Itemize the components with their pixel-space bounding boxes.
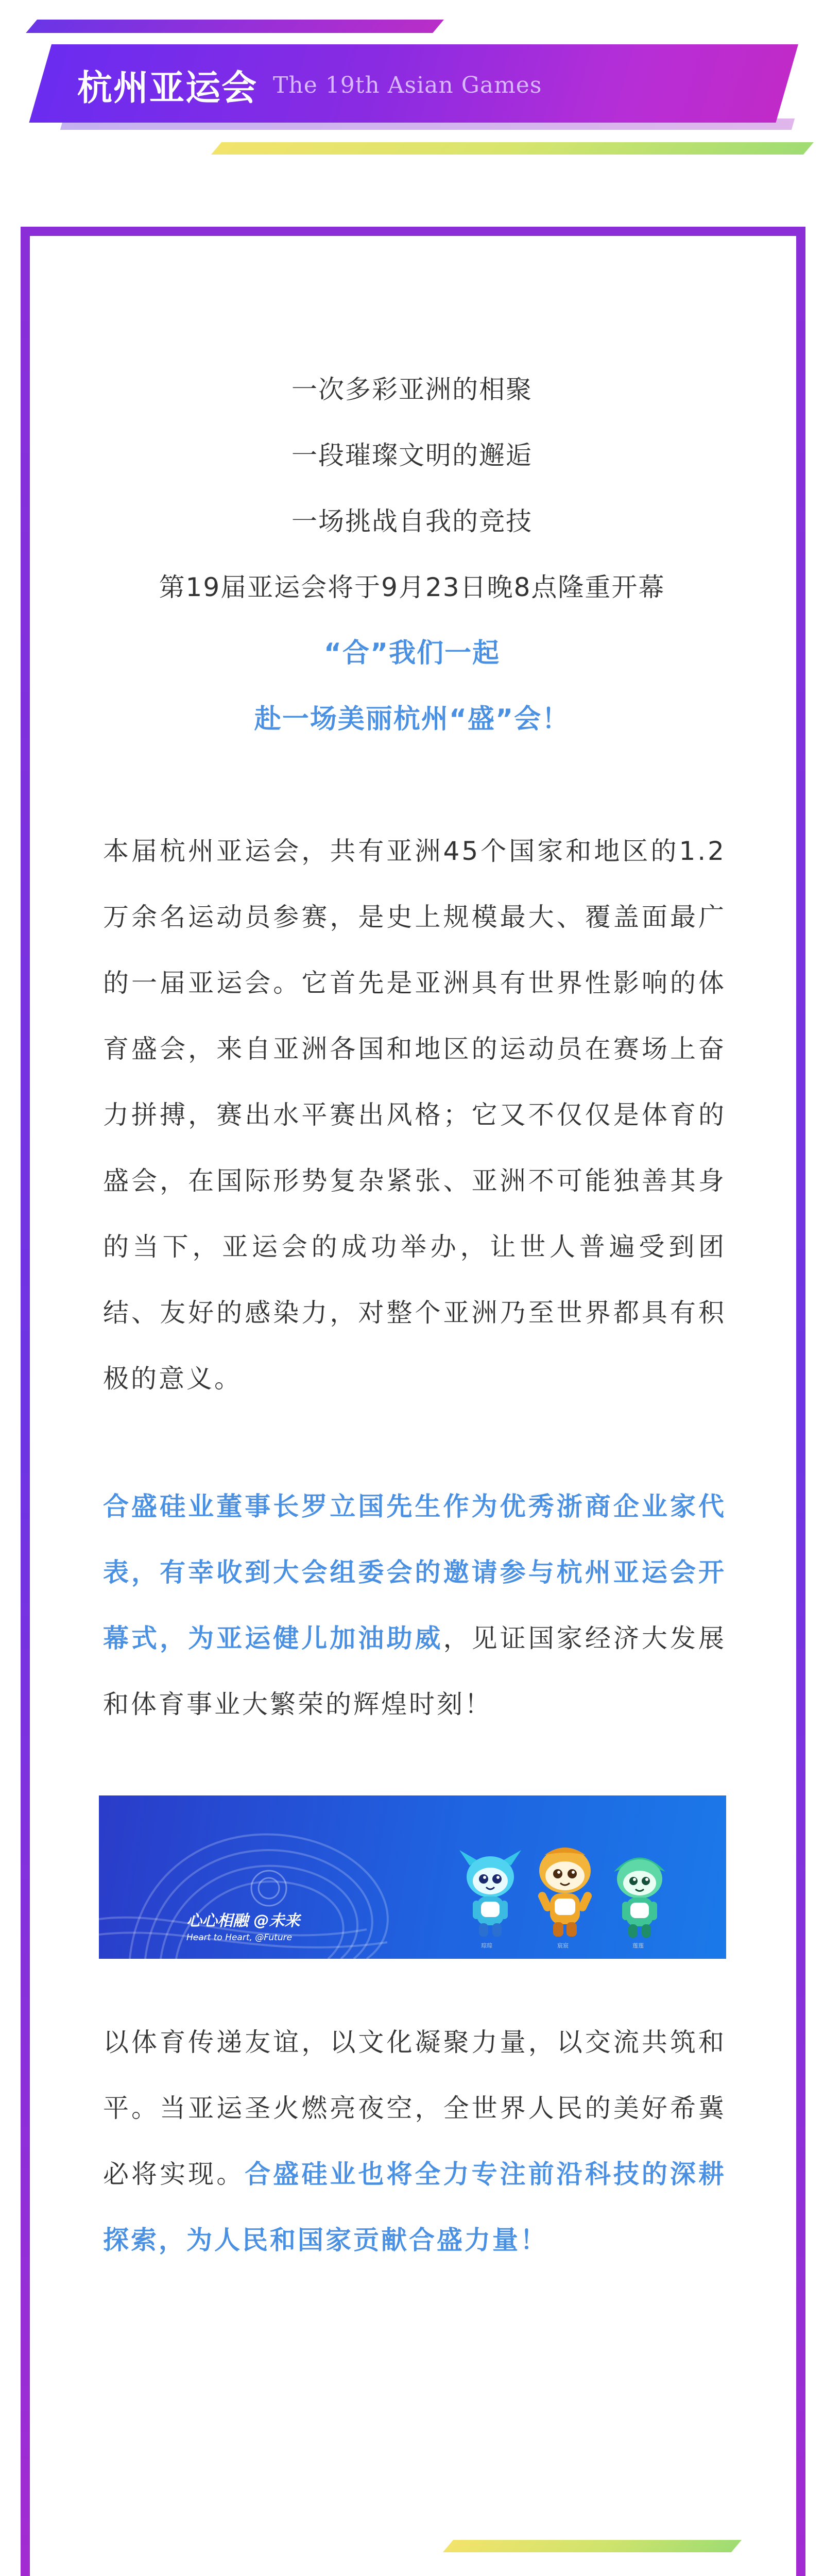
header-title-cn: 杭州亚运会 [77, 67, 258, 109]
mascot-label: 莲莲 [632, 1942, 644, 1949]
header-top-stripe [26, 20, 444, 33]
highlight-line: “合”我们一起 [323, 638, 501, 669]
header-bottom-stripe [211, 142, 814, 155]
mascot-congcong-icon [454, 1845, 526, 1948]
paragraph-2-rest: ，见证国家经济大发展和体育事业大繁荣的辉煌时刻！ [103, 1623, 727, 1719]
banner-slogan [186, 1908, 300, 1943]
paragraph-1: 本届杭州亚运会，共有亚洲45个国家和地区的1.2万余名运动员参赛，是史上规模最大、覆盖面最广的一届亚运会。它首先是亚洲具有世界性影响的体育盛会，来自亚洲各国和地区的运动员在赛场上奋力拼搏，赛出水平赛出风格；它又不仅仅是体育的盛会，在国际形势复杂紧张、亚洲不可能独善其身的当下，亚运会的成功举办，让世人普遍受到团结、友好的感染力，对整个亚洲乃至世界都具有积极的意义。 [103, 836, 726, 1394]
intro-line: 一次多彩亚洲的相聚 [291, 375, 533, 404]
mascot-lianlian-icon [604, 1846, 676, 1949]
intro-line: 一段璀璨文明的邂逅 [291, 440, 533, 470]
banner-slogan-cn: 心心相融 @未来 [186, 1912, 300, 1930]
header-title-en: The 19th Asian Games [273, 72, 542, 98]
paragraph-3 [103, 2009, 726, 2273]
paragraph-2 [103, 1473, 726, 1737]
highlight-line: 赴一场美丽杭州“盛”会！ [254, 704, 570, 735]
intro-lines [0, 357, 824, 752]
banner-slogan-en: Heart to Heart, @Future [186, 1933, 293, 1943]
mascot-label: 宸宸 [557, 1942, 569, 1949]
intro-line: 第19届亚运会将于9月23日晚8点隆重开幕 [159, 572, 665, 602]
footer-stripe [443, 2540, 742, 2552]
paragraph-2-highlight: 合盛硅业董事长罗立国先生作为优秀浙商企业家代表，有幸收到大会组委会的邀请参与杭州亚运会开幕式，为亚运健儿加油助威 [103, 1492, 726, 1653]
header-title [77, 57, 542, 113]
asian-games-banner-image [99, 1795, 726, 1959]
paragraph-3-highlight: 合盛硅业也将全力专注前沿科技的深耕探索，为人民和国家贡献合盛力量！ [103, 2159, 727, 2255]
mascot-chenchen-icon [526, 1840, 604, 1948]
intro-line: 一场挑战自我的竞技 [291, 506, 533, 536]
mascot-label: 琮琮 [481, 1942, 492, 1949]
paragraph-3-plain: 以体育传递友谊，以文化凝聚力量，以交流共筑和平。当亚运圣火燃亮夜空，全世界人民的美好希冀必将实现。 [103, 2027, 726, 2189]
